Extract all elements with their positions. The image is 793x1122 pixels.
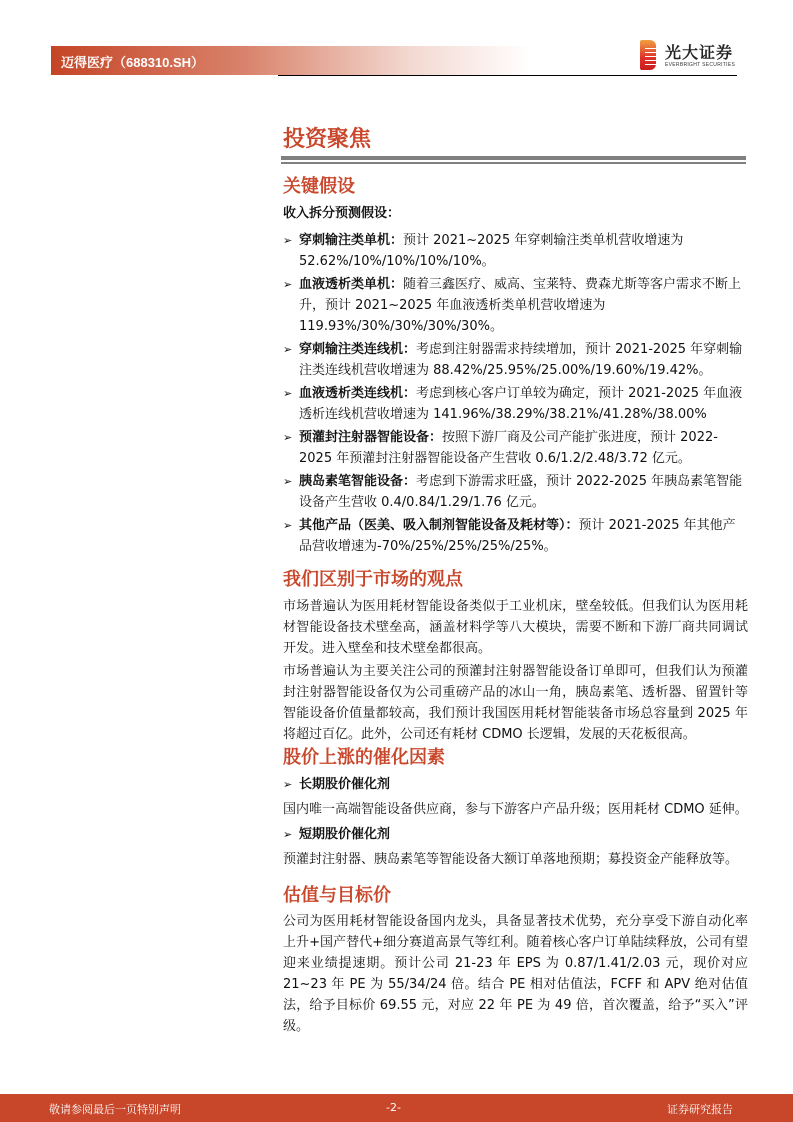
arrow-bullet-icon: ➢ [283,278,293,291]
item-text: 随着三鑫医疗、威高、宝莱特、费森尤斯等客户需求不断上升，预计 2021~2025 年血液透析类单机营收增速为 119.93%/30%/30%/30%/30%。 [299,277,742,334]
list-item [283,274,748,337]
list-item [283,515,748,557]
list-item [283,774,748,795]
page-number: -2- [386,1101,401,1114]
list-item [283,230,748,272]
arrow-bullet-icon: ➢ [283,387,293,400]
item-label: 其他产品（医美、吸入制剂智能设备及耗材等）： [299,518,579,533]
item-label: 穿刺输注类单机： [299,233,404,248]
item-label: 血液透析类单机： [299,277,404,292]
item-text: 预计 2021-2025 年其他产品营收增速为-70%/25%/25%/25%/25%。 [299,518,736,554]
section-heading-difference: 我们区别于市场的观点 [283,569,463,590]
item-label: 穿刺输注类连线机： [299,342,417,357]
arrow-bullet-icon: ➢ [283,431,293,444]
list-item [283,471,748,513]
paragraph: 预灌封注射器、胰岛素笔等智能设备大额订单落地预期；募投资金产能释放等。 [283,852,739,867]
footer-report-type: 证券研究报告 [667,1103,733,1116]
list-item [283,339,748,381]
title-rule [281,156,746,160]
title-rule-thin [281,162,746,164]
catalyst-label: 短期股价催化剂 [299,827,391,842]
subheading: 收入拆分预测假设： [283,206,401,221]
paragraph: 国内唯一高端智能设备供应商，参与下游客户产品升级；医用耗材 CDMO 延伸。 [283,802,748,817]
page-title: 投资聚焦 [283,127,372,152]
item-label: 预灌封注射器智能设备： [299,430,443,445]
footer [0,1094,793,1122]
item-label: 胰岛素笔智能设备： [299,474,417,489]
arrow-bullet-icon: ➢ [283,828,293,841]
arrow-bullet-icon: ➢ [283,778,293,791]
valuation-block [283,911,748,1037]
paragraph: 市场普遍认为医用耗材智能设备类似于工业机床，壁垒较低。但我们认为医用耗材智能设备技术壁垒高，涵盖材料学等八大模块，需要不断和下游厂商共同调试开发。进入壁垒和技术壁垒都很高。 [283,599,748,656]
arrow-bullet-icon: ➢ [283,519,293,532]
catalyst-label: 长期股价催化剂 [299,777,391,792]
difference-block [283,596,748,745]
list-item [283,427,748,469]
logo-subtext: EVERBRIGHT SECURITIES [665,62,736,68]
item-text: 按照下游厂商及公司产能扩张进度，预计 2022-2025 年预灌封注射器智能设备产生营收 0.6/1.2/2.48/3.72 亿元。 [299,430,718,466]
arrow-bullet-icon: ➢ [283,234,293,247]
paragraph: 市场普遍认为主要关注公司的预灌封注射器智能设备订单即可，但我们认为预灌封注射器智能设备仅为公司重磅产品的冰山一角，胰岛素笔、透析器、留置针等智能设备价值量都较高，我们预计我国医用耗材智能装备市场总容量到 2025 年将超过百亿。此外，公司还有耗材 CDMO 长逻辑，发展的天花板很高。 [283,664,748,742]
header-title: 迈得医疗（688310.SH） [61,55,205,70]
arrow-bullet-icon: ➢ [283,475,293,488]
paragraph: 公司为医用耗材智能设备国内龙头，具备显著技术优势，充分享受下游自动化率上升+国产替代+细分赛道高景气等红利。随着核心客户订单陆续释放，公司有望迎来业绩提速期。预计公司 21-23 年 EPS 为 0.87/1.41/2.03 元，现价对应 21~23 年 PE 为 55/34/24 倍。结合 PE 相对估值法，FCFF 和 APV 绝对估值法，给予目标价 69.55 元，对应 22 年 PE 为 49 倍，首次覆盖，给予“买入”评级。 [283,914,748,1034]
everbright-logo [640,40,760,74]
logo-mark-icon [640,40,656,70]
arrow-bullet-icon: ➢ [283,343,293,356]
item-text: 考虑到注射器需求持续增加，预计 2021-2025 年穿刺输注类连线机营收增速为 88.42%/25.95%/25.00%/19.60%/19.42%。 [299,342,743,378]
item-text: 预计 2021~2025 年穿刺输注类单机营收增速为 52.62%/10%/10%/10%/10%。 [299,233,684,269]
header-divider [278,75,737,76]
section-heading-key-assumptions: 关键假设 [283,176,355,197]
key-assumptions-block [283,203,748,559]
section-heading-valuation: 估值与目标价 [283,885,391,906]
list-item [283,824,748,845]
item-label: 血液透析类连线机： [299,386,417,401]
item-text: 考虑到核心客户订单较为确定，预计 2021-2025 年血液透析连线机营收增速为 141.96%/38.29%/38.21%/41.28%/38.00% [299,386,743,422]
footer-disclaimer: 敬请参阅最后一页特别声明 [49,1103,181,1116]
section-heading-catalysts: 股价上涨的催化因素 [283,747,445,768]
logo-text: 光大证券 [665,43,734,62]
list-item [283,383,748,425]
item-text: 考虑到下游需求旺盛，预计 2022-2025 年胰岛素笔智能设备产生营收 0.4/0.84/1.29/1.76 亿元。 [299,474,743,510]
catalysts-block [283,774,748,870]
